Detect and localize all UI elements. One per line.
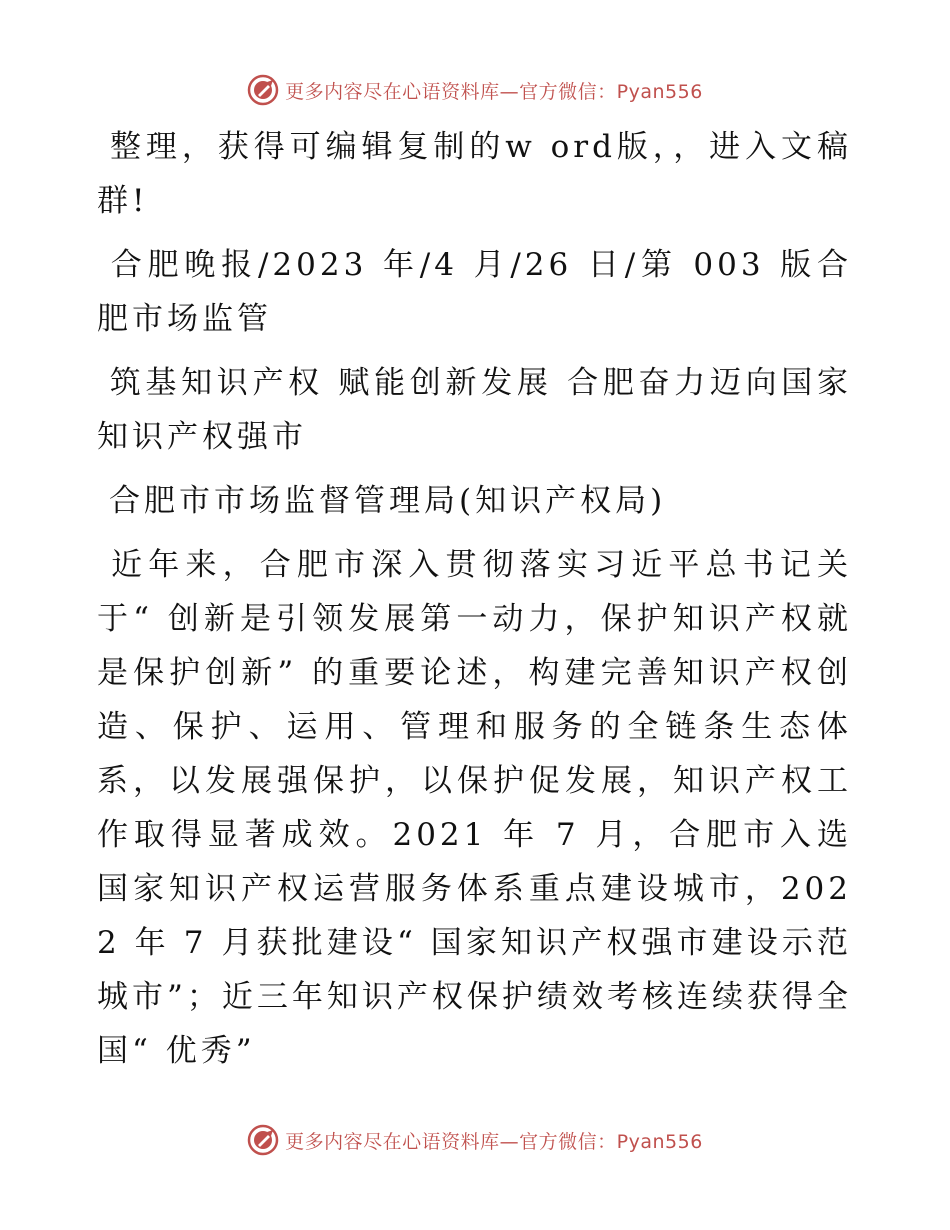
paragraph-body-text: 近年来，合肥市深入贯彻落实习近平总书记关于“ 创新是引领发展第一动力，保护知识产权就是保护创新” 的重要论述，构建完善知识产权创造、保护、运用、管理和服务的全链条生态体系，以发展强保护，以保护促发展，知识产权工作取得显著成效。2021 年 7 月，合肥市入选国家知识产权运营服务体系重点建设城市，2022 年 7 月获批建设“ 国家知识产权强市建设示范城市”；近三年知识产权保护绩效考核连续获得全国“ 优秀” bbox=[97, 547, 852, 1069]
article-title-text: 筑基知识产权 赋能创新发展 合肥奋力迈向国家知识产权强市 bbox=[97, 365, 852, 455]
pen-seal-logo-icon bbox=[247, 74, 279, 106]
header-watermark bbox=[0, 70, 950, 110]
document-body bbox=[97, 120, 852, 1088]
footer-watermark bbox=[0, 1120, 950, 1160]
article-title bbox=[97, 356, 852, 464]
paragraph-source-text: 合肥晚报/2023 年/4 月/26 日/第 003 版合肥市场监管 bbox=[97, 247, 852, 337]
watermark-text: 更多内容尽在心语资料库—官方微信：Pyan556 bbox=[285, 80, 703, 103]
paragraph-intro bbox=[97, 120, 852, 228]
article-author bbox=[97, 474, 852, 528]
watermark-text: 更多内容尽在心语资料库—官方微信：Pyan556 bbox=[285, 1130, 703, 1153]
paragraph-body bbox=[97, 538, 852, 1078]
paragraph-intro-text: 整理，获得可编辑复制的w ord版，，进入文稿群! bbox=[97, 129, 852, 219]
article-author-text: 合肥市市场监督管理局(知识产权局) bbox=[109, 483, 667, 519]
paragraph-source bbox=[97, 238, 852, 346]
pen-seal-logo-icon bbox=[247, 1124, 279, 1156]
